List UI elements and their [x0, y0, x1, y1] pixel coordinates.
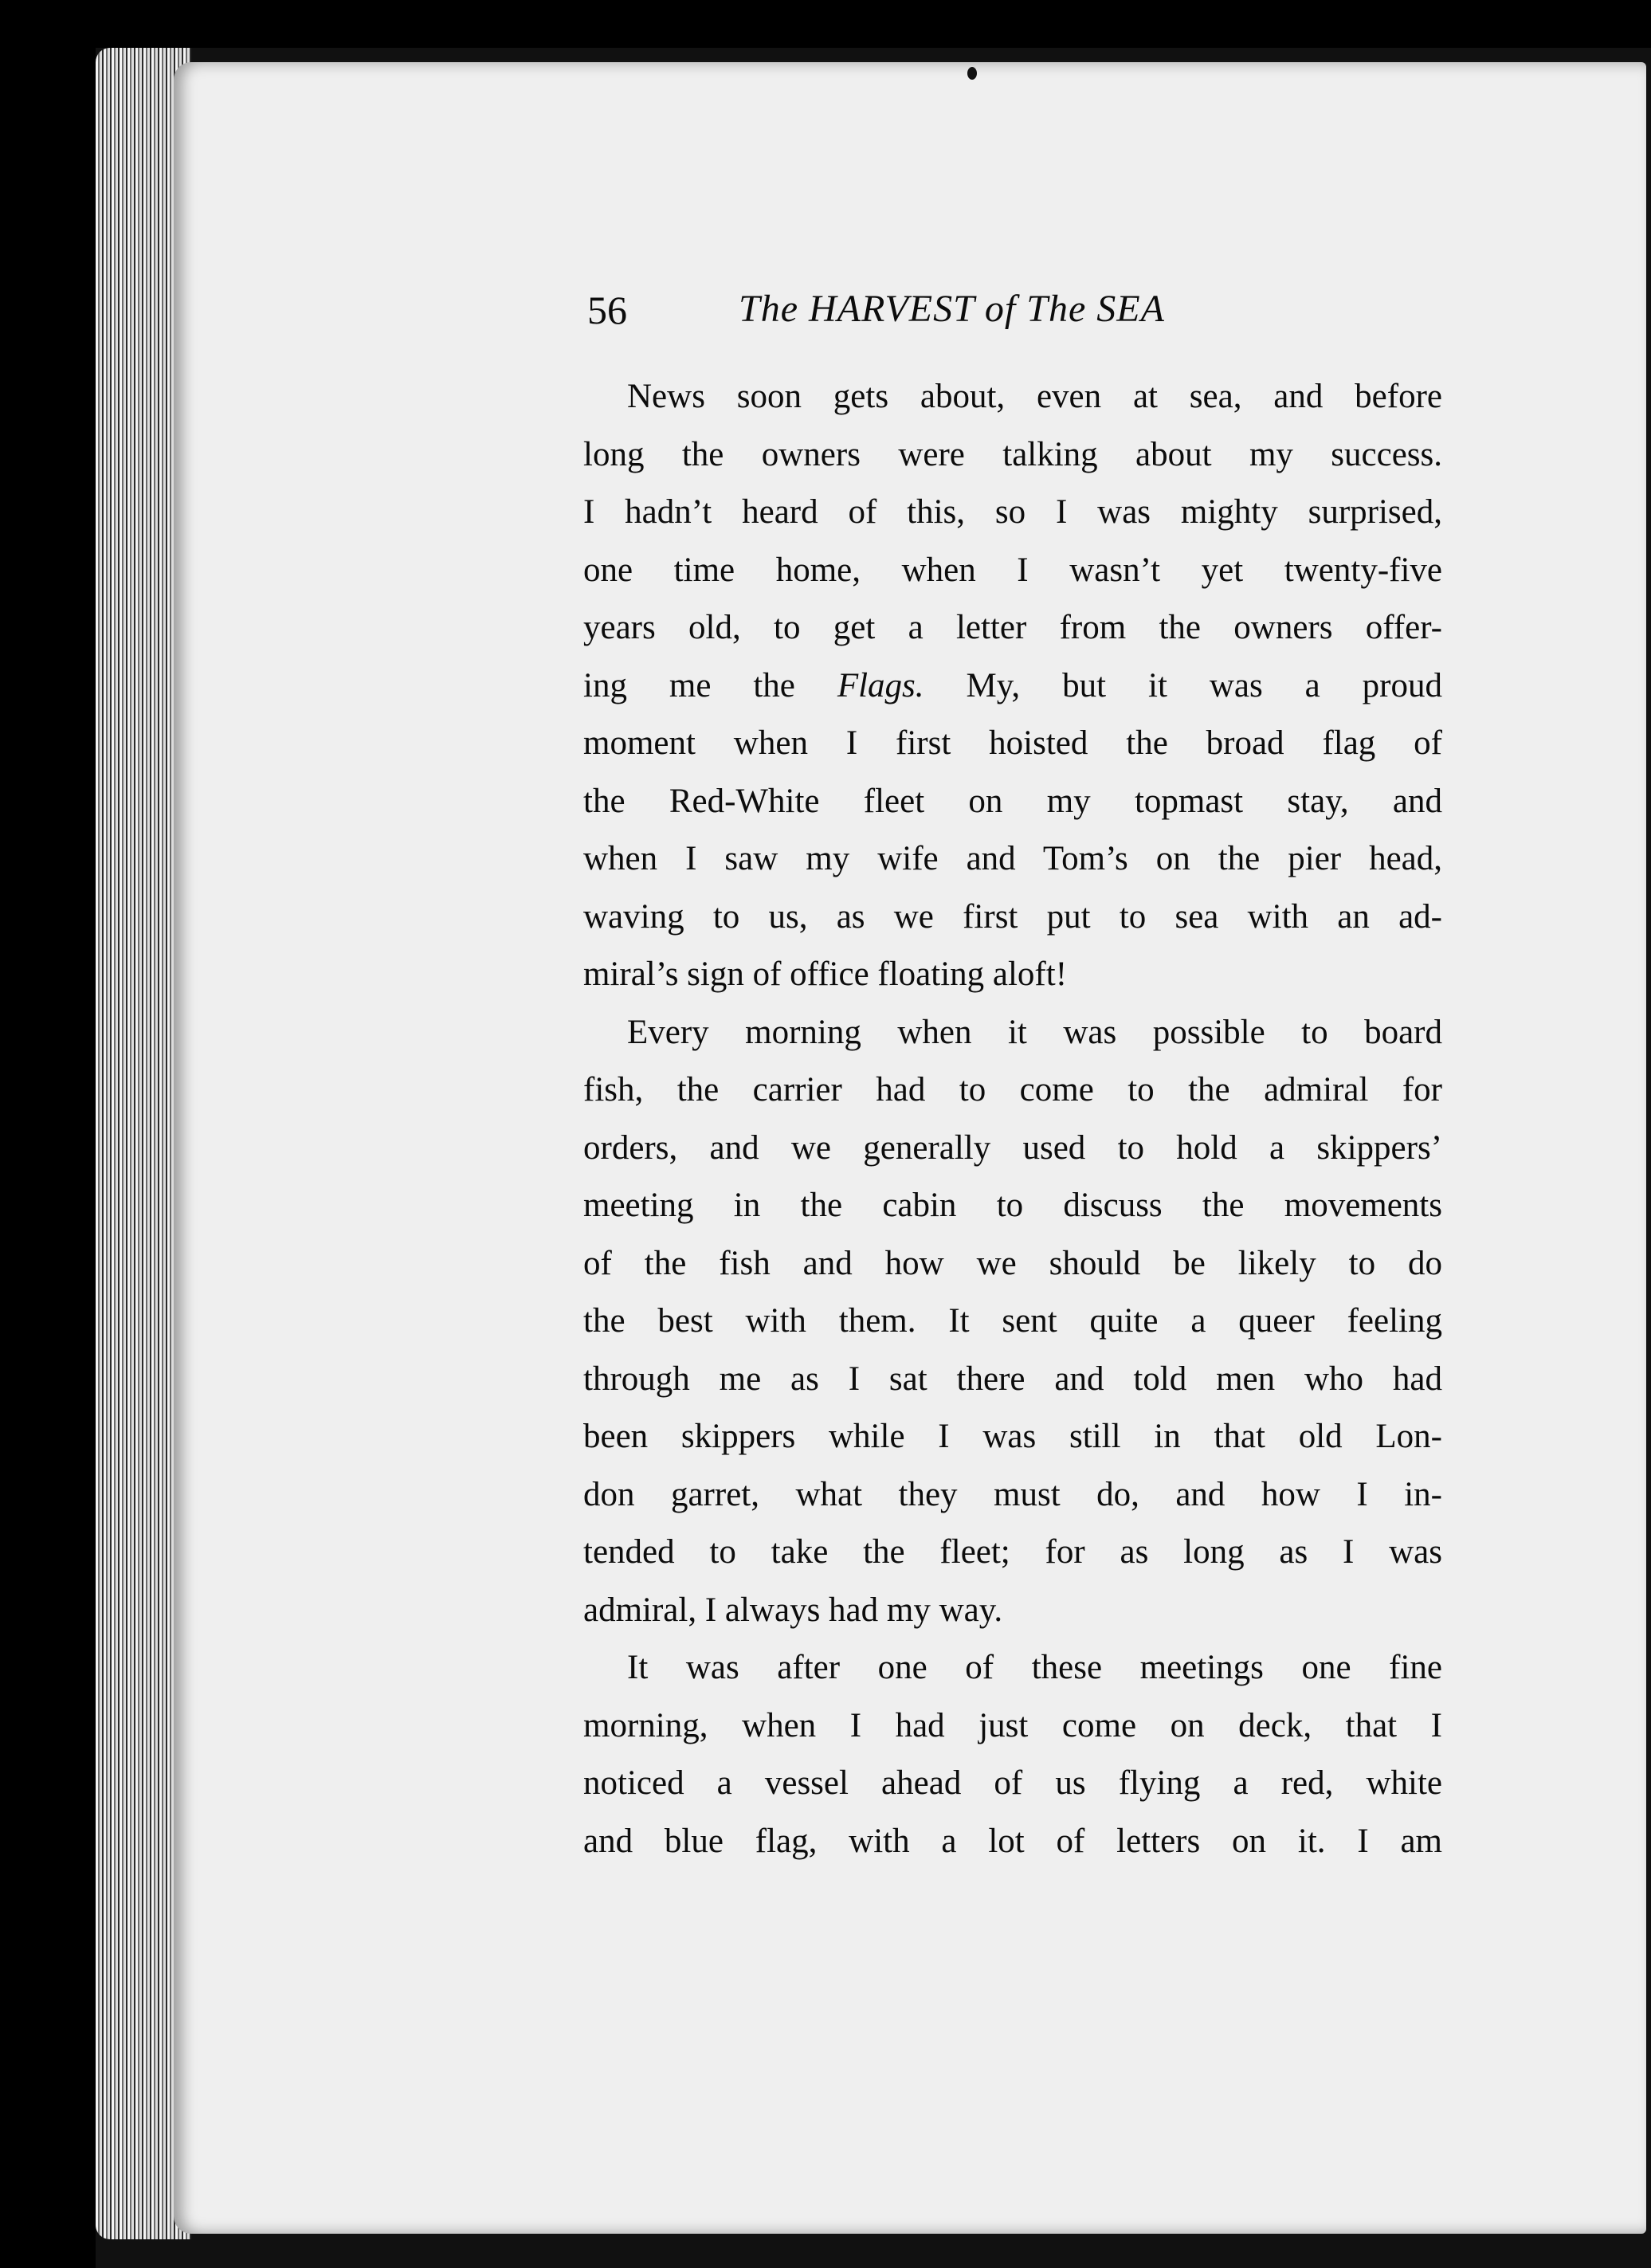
running-title: The HARVEST of The SEA [739, 288, 1165, 330]
text-line: It was after one of these meetings one fine [627, 1649, 1442, 1686]
text-line: and blue flag, with a lot of letters on it. I am [583, 1822, 1442, 1860]
page-text [583, 368, 1442, 1870]
text-line: the best with them. It sent quite a queer feeling [583, 1302, 1442, 1340]
text-line: meeting in the cabin to discuss the movements [583, 1187, 1442, 1224]
text-line: tended to take the fleet; for as long as I was [583, 1533, 1442, 1571]
text-line: years old, to get a letter from the owners offer- [583, 609, 1442, 646]
paragraph [583, 1004, 1442, 1640]
paragraph [583, 1639, 1442, 1870]
text-line: of the fish and how we should be likely to do [583, 1244, 1442, 1282]
text-line: fish, the carrier had to come to the admiral for [583, 1071, 1442, 1108]
text-line: when I saw my wife and Tom’s on the pier head, [583, 840, 1442, 877]
text-line: long the owners were talking about my success. [583, 435, 1442, 473]
text-line: orders, and we generally used to hold a skippers’ [583, 1128, 1442, 1167]
text-line: News soon gets about, even at sea, and before [627, 378, 1442, 415]
text-line: through me as I sat there and told men who had [583, 1360, 1442, 1398]
text-segment: ing me the [583, 666, 837, 704]
page-number: 56 [587, 288, 627, 332]
text-line-with-italic [583, 657, 1442, 716]
text-line: admiral, I always had my way. [583, 1591, 1003, 1629]
running-header [587, 287, 1440, 351]
text-line: don garret, what they must do, and how I in- [583, 1475, 1442, 1513]
text-line: been skippers while I was still in that old Lon- [583, 1418, 1442, 1455]
text-line: morning, when I had just come on deck, that I [583, 1706, 1442, 1744]
text-line: I hadn’t heard of this, so I was mighty surprised, [583, 493, 1442, 531]
text-line: the Red-White fleet on my topmast stay, and [583, 782, 1442, 820]
text-line: noticed a vessel ahead of us flying a red, white [583, 1764, 1442, 1802]
text-line: waving to us, as we first put to sea with an ad- [583, 897, 1442, 936]
text-line: miral’s sign of office floating aloft! [583, 955, 1068, 993]
text-line: one time home, when I wasn’t yet twenty-five [583, 551, 1442, 589]
text-line: moment when I first hoisted the broad flag of [583, 724, 1442, 762]
paragraph [583, 368, 1442, 1004]
text-line: Every morning when it was possible to board [627, 1013, 1442, 1051]
italic-ship-name: Flags. [837, 666, 924, 704]
scan-mark [967, 67, 977, 80]
text-segment: My, but it was a proud [924, 666, 1443, 704]
